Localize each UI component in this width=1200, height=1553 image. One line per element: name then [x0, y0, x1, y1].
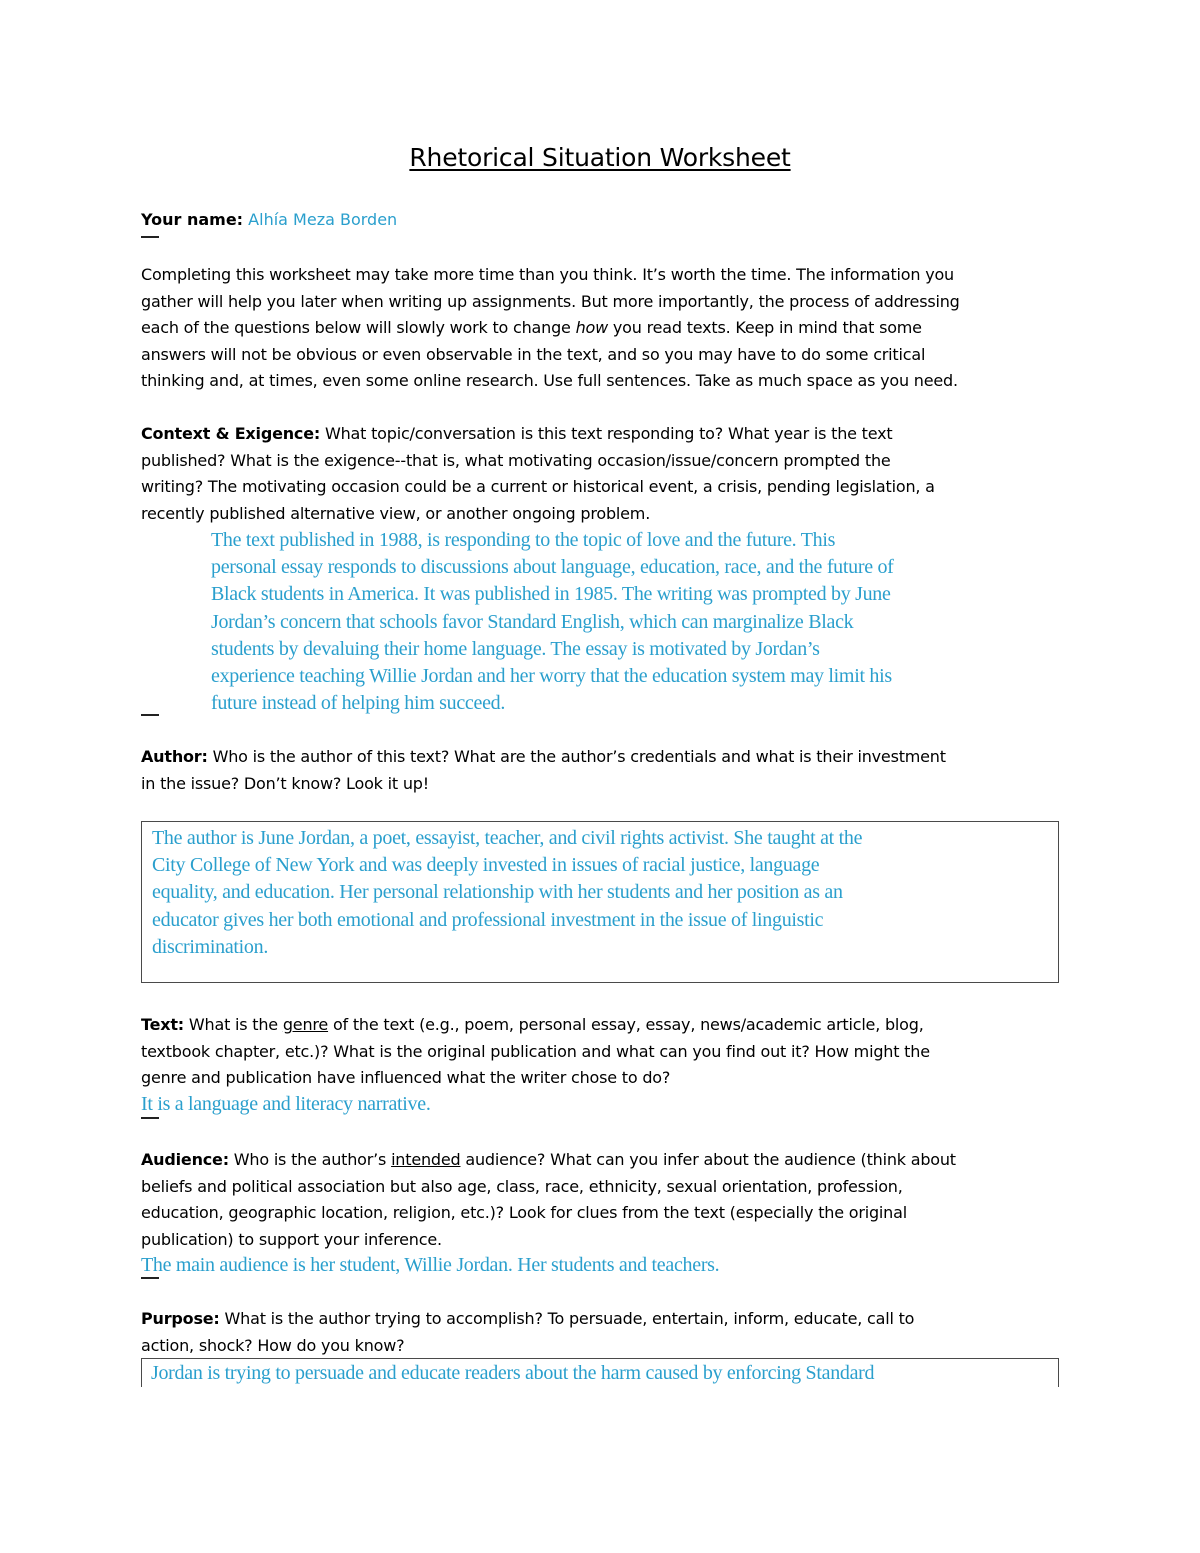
- intro-paragraph: [141, 262, 1071, 395]
- context-label: Context & Exigence:: [141, 424, 321, 443]
- name-row: [141, 210, 397, 229]
- context-answer[interactable]: The text published in 1988, is responding to the topic of love and the future. This personal essay responds to discussions about language, education, race, and the future of Black students in America. It was published in 1985. The writing was prompted by June Jordan’s concern that schools favor Standard English, which can marginalize Black students by devaluing their home language. The essay is motivated by Jordan’s experience teaching Willie Jordan and her worry that the education system may limit his future instead of helping him succeed.: [211, 529, 894, 715]
- cursor-mark: [141, 1277, 159, 1279]
- context-question: Context & Exigence: What topic/conversation is this text responding to? What year is the text published? What is the exigence--that is, what motivating occasion/issue/concern prompted the writing? The motivating occasion could be a current or historical event, a crisis, pending legislation, a recently published alternative view, or another ongoing problem.: [141, 424, 935, 523]
- cursor-mark: [141, 236, 159, 238]
- audience-question: Audience: Who is the author’s intended audience? What can you infer about the audience (think about beliefs and political association but also age, class, race, ethnicity, sexual orientation, profession, education, geographic location, religion, etc.)? Look for clues from the text (especially the original publication) to support your inference.: [141, 1150, 956, 1249]
- purpose-label: Purpose:: [141, 1309, 220, 1328]
- name-value: Alhía Meza Borden: [248, 210, 398, 229]
- purpose-answer[interactable]: Jordan is trying to persuade and educate readers about the harm caused by enforcing Standard: [151, 1362, 875, 1384]
- intro-line: answers will not be obvious or even observable in the text, and so you may have to do some critical: [141, 344, 926, 364]
- text-label: Text:: [141, 1015, 185, 1034]
- cursor-mark: [141, 1117, 159, 1119]
- intro-line: gather will help you later when writing up assignments. But more importantly, the process of addressing: [141, 291, 960, 311]
- audience-label: Audience:: [141, 1150, 229, 1169]
- audience-answer[interactable]: The main audience is her student, Willie Jordan. Her students and teachers.: [141, 1254, 720, 1276]
- cursor-mark: [141, 714, 159, 716]
- intro-line: Completing this worksheet may take more time than you think. It’s worth the time. The information you: [141, 265, 954, 284]
- text-answer[interactable]: It is a language and literacy narrative.: [141, 1093, 431, 1115]
- intro-line: each of the questions below will slowly work to change how you read texts. Keep in mind that some: [141, 318, 922, 338]
- author-answer[interactable]: The author is June Jordan, a poet, essayist, teacher, and civil rights activist. She taught at the City College of New York and was deeply invested in issues of racial justice, language equality, and education. Her personal relationship with her students and her position as an educator gives her both emotional and professional investment in the issue of linguistic discrimination.: [152, 827, 863, 958]
- name-label: Your name:: [141, 210, 244, 229]
- author-label: Author:: [141, 747, 208, 766]
- page-title: Rhetorical Situation Worksheet: [409, 143, 791, 172]
- purpose-question: Purpose: What is the author trying to accomplish? To persuade, entertain, inform, educate, call to action, shock? How do you know?: [141, 1309, 915, 1355]
- author-question: Author: Who is the author of this text? What are the author’s credentials and what is their investment in the issue? Don’t know? Look it up!: [141, 747, 946, 793]
- text-question: Text: What is the genre of the text (e.g., poem, personal essay, essay, news/academic article, blog, textbook chapter, etc.)? What is the original publication and what can you find out it? How might the genre and publication have influenced what the writer chose to do?: [141, 1015, 930, 1088]
- intro-line: thinking and, at times, even some online research. Use full sentences. Take as much space as you need.: [141, 371, 958, 391]
